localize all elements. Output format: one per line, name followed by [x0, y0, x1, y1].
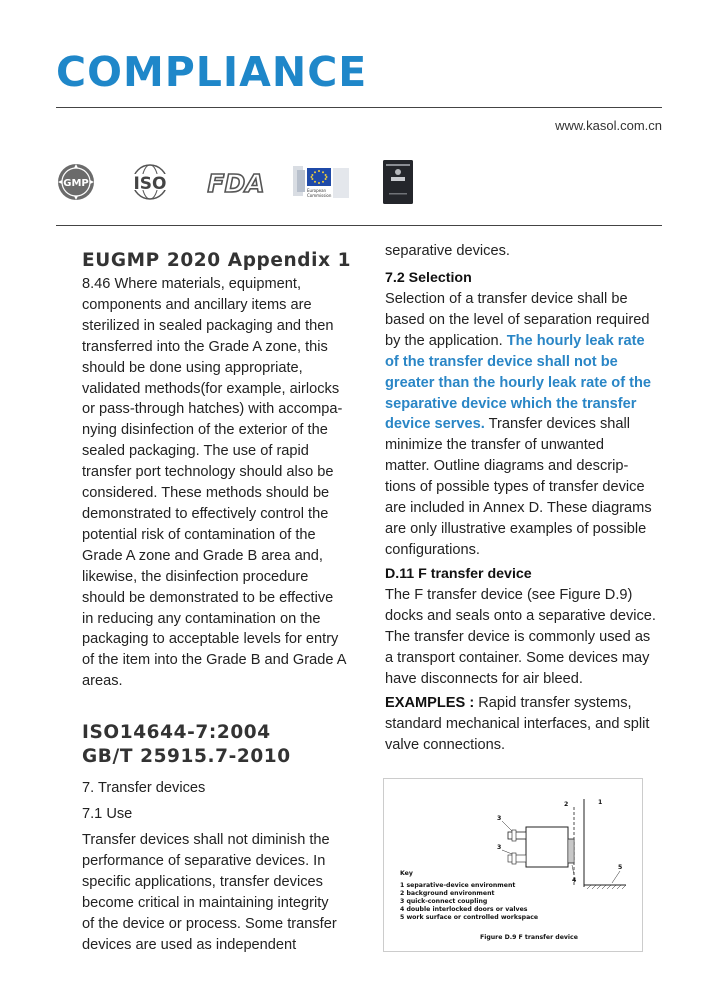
- use-line: Transfer devices shall not diminish the: [82, 832, 330, 848]
- use-line: of the device or process. Some transfer: [82, 915, 337, 932]
- key-item: 3 quick-connect coupling: [400, 898, 488, 905]
- eugmp-line: potential risk of contamination of the: [82, 526, 316, 543]
- eugmp-paragraph: [82, 274, 372, 692]
- certification-logos: [56, 158, 426, 208]
- gmp-logo-text: GMP: [63, 178, 89, 189]
- eugmp-line: Grade A zone and Grade B area and,: [82, 547, 323, 564]
- fda-logo: [201, 158, 271, 206]
- key-title: Key: [400, 870, 413, 877]
- leak-rate-highlight: device serves.: [385, 416, 485, 433]
- d11-line: a transport container. Some devices may: [385, 649, 650, 666]
- examples-label: EXAMPLES :: [385, 695, 475, 711]
- iso-logo: [125, 158, 175, 206]
- selection-line: [385, 331, 675, 352]
- examples-line: standard mechanical interfaces, and split: [385, 715, 650, 732]
- eugmp-line: should be done using appropriate,: [82, 359, 303, 376]
- selection-line: tions of possible types of transfer device: [385, 479, 645, 496]
- label-4: 4: [572, 877, 577, 884]
- label-1: 1: [598, 799, 603, 806]
- iso-heading-line1: ISO14644-7:2004: [82, 722, 271, 743]
- eugmp-line: areas.: [82, 673, 123, 690]
- selection-text: by the application.: [385, 332, 507, 349]
- key-item: 1 separative-device environment: [400, 882, 516, 889]
- eugmp-line: components and ancillary items are: [82, 296, 312, 313]
- iso-logo-text: ISO: [133, 174, 167, 194]
- eugmp-line: sealed packaging. The use of rapid: [82, 443, 309, 460]
- separative-continuation: separative devices.: [385, 243, 510, 259]
- label-3b: 3: [497, 844, 502, 851]
- selection-line: are included in Annex D. These diagrams: [385, 500, 652, 517]
- svg-text:Commission: Commission: [307, 193, 332, 198]
- website-url[interactable]: www.kasol.com.cn: [555, 118, 662, 133]
- use-line: specific applications, transfer devices: [82, 873, 323, 890]
- d11-line: docks and seals onto a separative device.: [385, 607, 656, 624]
- leak-rate-highlight: The hourly leak rate: [506, 332, 645, 349]
- d11-heading: D.11 F transfer device: [385, 566, 532, 582]
- eugmp-line: transferred into the Grade A zone, this: [82, 338, 328, 355]
- fda-logo-text: FDA: [207, 169, 265, 198]
- examples-paragraph: [385, 693, 675, 756]
- gmp-logo: [56, 158, 96, 206]
- selection-heading: 7.2 Selection: [385, 270, 472, 286]
- label-3a: 3: [497, 815, 502, 822]
- selection-line: minimize the transfer of unwanted: [385, 437, 605, 454]
- selection-line: are only illustrative examples of possible: [385, 520, 647, 537]
- leak-rate-highlight: greater than the hourly leak rate of the: [385, 374, 651, 391]
- use-paragraph: [82, 830, 372, 955]
- eugmp-line: validated methods(for example, airlocks: [82, 380, 340, 397]
- examples-text: Rapid transfer systems,: [474, 695, 632, 711]
- use-item: 7.1 Use: [82, 806, 133, 822]
- key-item: 2 background environment: [400, 890, 495, 897]
- selection-line: Selection of a transfer device shall be: [385, 291, 628, 307]
- eugmp-line: in reducing any contamination on the: [82, 610, 321, 627]
- selection-line: matter. Outline diagrams and descrip-: [385, 458, 629, 475]
- eugmp-line: packaging to acceptable levels for entry: [82, 631, 339, 648]
- selection-paragraph: [385, 289, 675, 561]
- selection-line: based on the level of separation required: [385, 311, 650, 328]
- d11-line: The transfer device is commonly used as: [385, 628, 651, 645]
- label-2: 2: [564, 801, 569, 808]
- eugmp-line: demonstrated to effectively control the: [82, 505, 329, 522]
- certificate-booklet-logo: [381, 158, 415, 206]
- use-line: become critical in maintaining integrity: [82, 894, 329, 911]
- transfer-device-diagram: [384, 779, 642, 951]
- eugmp-heading: EUGMP 2020 Appendix 1: [82, 250, 352, 271]
- ec-logo-text: European: [307, 188, 327, 193]
- eugmp-line: sterilized in sealed packaging and then: [82, 317, 334, 334]
- use-line: devices are used as independent: [82, 936, 297, 953]
- examples-line: valve connections.: [385, 736, 506, 753]
- eugmp-line: should be demonstrated to be effective: [82, 589, 334, 606]
- label-5: 5: [618, 864, 623, 871]
- use-line: performance of separative devices. In: [82, 852, 326, 869]
- transfer-devices-item: 7. Transfer devices: [82, 780, 206, 796]
- selection-text: Transfer devices shall: [484, 416, 631, 433]
- eugmp-line: 8.46 Where materials, equipment,: [82, 276, 302, 292]
- figure-caption: Figure D.9 F transfer device: [480, 934, 578, 941]
- eugmp-line: nying disinfection of the exterior of the: [82, 422, 328, 439]
- logo-divider: [56, 225, 662, 226]
- selection-line: [385, 414, 675, 435]
- d11-line: have disconnects for air bleed.: [385, 670, 583, 687]
- eugmp-line: likewise, the disinfection procedure: [82, 568, 309, 585]
- european-commission-logo: [293, 158, 351, 206]
- selection-line: configurations.: [385, 541, 480, 558]
- iso-heading-line2: GB/T 25915.7-2010: [82, 746, 291, 767]
- eugmp-line: considered. These methods should be: [82, 485, 330, 502]
- leak-rate-highlight: separative device which the transfer: [385, 395, 637, 412]
- key-item: 5 work surface or controlled workspace: [400, 914, 539, 921]
- d11-paragraph: [385, 585, 675, 690]
- eugmp-line: transfer port technology should also be: [82, 464, 334, 481]
- top-divider: [56, 107, 662, 108]
- key-item: 4 double interlocked doors or valves: [400, 906, 528, 913]
- eugmp-line: or pass-through hatches) with accompa-: [82, 401, 343, 418]
- d11-line: The F transfer device (see Figure D.9): [385, 587, 633, 603]
- page-title: COMPLIANCE: [56, 48, 368, 96]
- leak-rate-highlight: of the transfer device shall not be: [385, 353, 618, 370]
- eugmp-line: of the item into the Grade B and Grade A: [82, 652, 347, 669]
- figure-d9: [383, 778, 643, 952]
